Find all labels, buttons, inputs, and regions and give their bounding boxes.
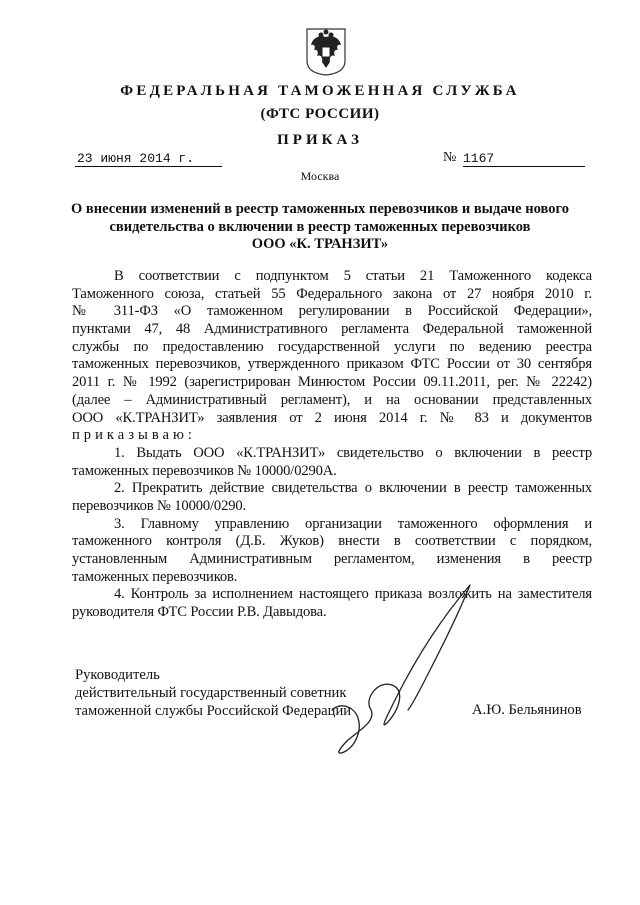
item-4-line: 4. Контроль за исполнением настоящего приказа возложить на заместителя	[114, 586, 592, 603]
document-title	[0, 201, 640, 254]
signatory-name: А.Ю. Бельянинов	[472, 702, 582, 718]
coat-of-arms-icon	[305, 27, 347, 77]
org-name: ФЕДЕРАЛЬНАЯ ТАМОЖЕННАЯ СЛУЖБА	[120, 83, 520, 99]
document-number: 1167	[463, 151, 585, 167]
item-3-line: таможенных перевозчиков.	[72, 568, 238, 585]
document-body	[72, 268, 592, 622]
city: Москва	[300, 169, 340, 183]
body-line: (далее – Административный регламент), и на основании представленных	[72, 391, 592, 408]
item-3-line: установленным Административным регламентом, изменения в реестр	[72, 551, 592, 567]
title-line: ООО «К. ТРАНЗИТ»	[251, 236, 389, 252]
document-type: ПРИКАЗ	[277, 132, 363, 148]
signatory-position	[75, 666, 351, 720]
body-line: № 311-ФЗ «О таможенном регулировании в Российской Федерации»,	[72, 303, 592, 320]
body-line: службы по предоставлению государственной услуги по ведению реестра	[72, 338, 592, 355]
item-2-line: перевозчиков № 10000/0290.	[72, 497, 247, 514]
item-3-line: таможенного контроля (Д.Б. Жуков) внести в соответствии с порядком,	[72, 533, 592, 550]
body-line: таможенных перевозчиков, утвержденного приказом ФТС России от 30 сентября	[72, 356, 592, 373]
body-line: В соответствии с подпунктом 5 статьи 21 Таможенного кодекса	[114, 268, 592, 284]
title-line: свидетельства о включении в реестр таможенных перевозчиков	[109, 218, 531, 235]
document-date: 23 июня 2014 г.	[75, 151, 222, 167]
position-line: Руководитель	[75, 667, 160, 683]
body-line: 2011 г. № 1992 (зарегистрирован Минюстом России 09.11.2011, рег. № 22242)	[72, 374, 592, 391]
body-line: пунктами 47, 48 Административного регламента Федеральной таможенной	[72, 321, 592, 338]
item-2-line: 2. Прекратить действие свидетельства о включении в реестр таможенных	[114, 480, 592, 497]
number-label: №	[443, 150, 457, 165]
handwritten-signature	[320, 580, 480, 765]
title-line: О внесении изменений в реестр таможенных перевозчиков и выдаче нового	[71, 201, 569, 217]
item-1-line: таможенных перевозчиков № 10000/0290А.	[72, 462, 337, 479]
body-line: ООО «К.ТРАНЗИТ» заявления от 2 июня 2014 г. № 83 и документов	[72, 409, 592, 426]
position-line: действительный государственный советник	[75, 685, 347, 701]
item-4-line: руководителя ФТС России Р.В. Давыдова.	[72, 604, 327, 621]
item-3-line: 3. Главному управлению организации таможенного оформления и	[114, 515, 592, 532]
item-1-line: 1. Выдать ООО «К.ТРАНЗИТ» свидетельство о включении в реестр	[114, 444, 592, 461]
org-short-name: (ФТС РОССИИ)	[260, 106, 380, 122]
order-word: приказываю:	[72, 427, 196, 444]
body-line: Таможенного союза, статьей 55 Федерального закона от 27 ноября 2010 г.	[72, 285, 592, 302]
position-line: таможенной службы Российской Федерации	[75, 703, 352, 719]
